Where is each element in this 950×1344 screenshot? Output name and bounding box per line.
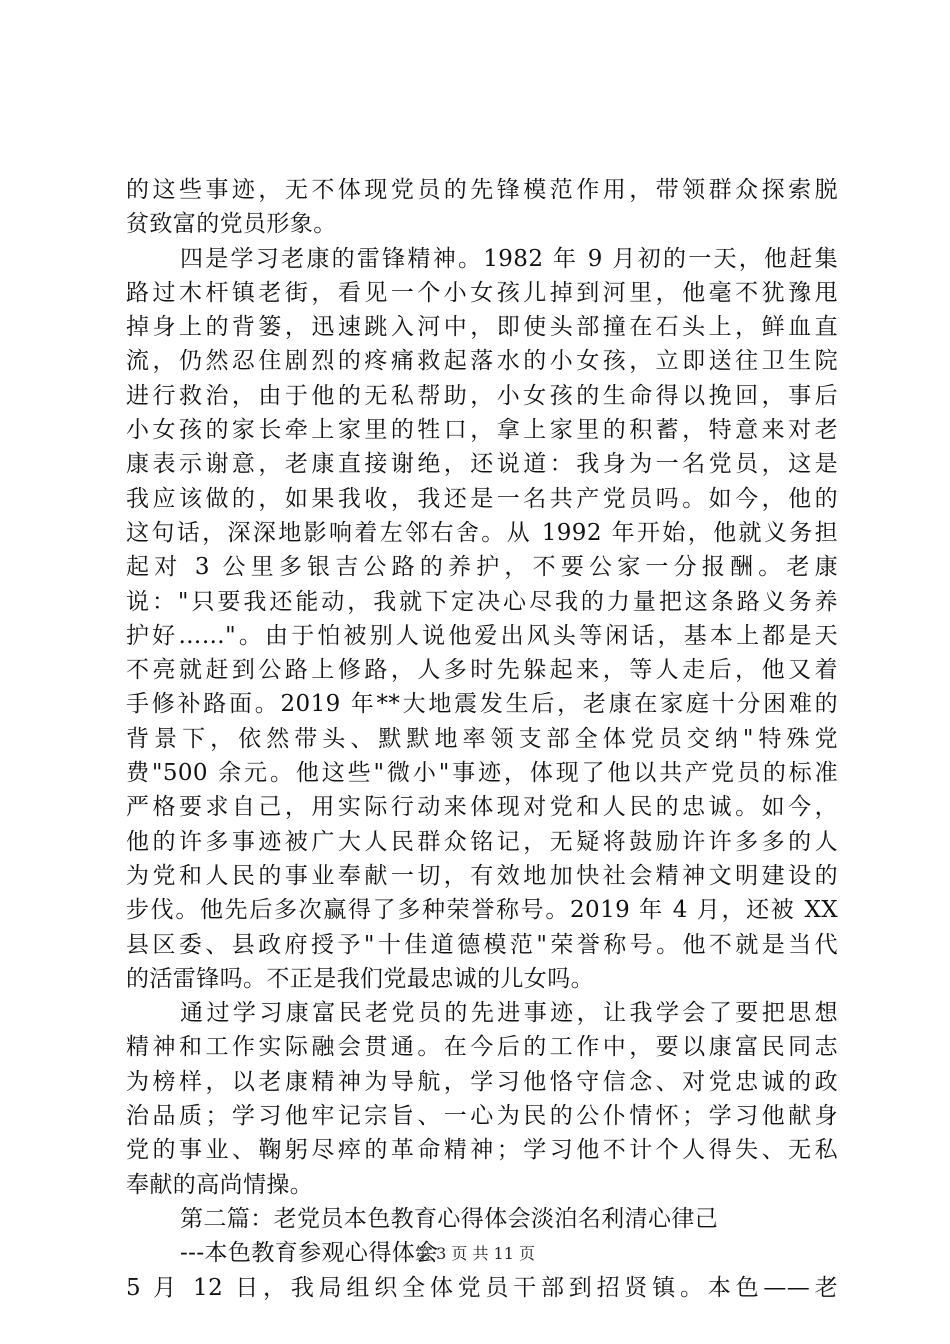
paragraph-line: 说："只要我还能动，我就下定决心尽我的力量把这条路义务养 — [126, 588, 838, 615]
document-body — [126, 173, 838, 1305]
paragraph-line: 精神和工作实际融会贯通。在今后的工作中，要以康富民同志 — [126, 1034, 838, 1061]
paragraph-line: 通过学习康富民老党员的先进事迹，让我学会了要把思想 — [180, 1000, 838, 1027]
paragraph-line: 手修补路面。2019 年**大地震发生后，老康在家庭十分困难的 — [126, 691, 838, 718]
paragraph-line: 不亮就赶到公路上修路，人多时先躲起来，等人走后，他又着 — [126, 657, 838, 684]
paragraph-line: 四是学习老康的雷锋精神。1982 年 9 月初的一天，他赶集 — [180, 245, 838, 272]
section-heading: 第二篇：老党员本色教育心得体会淡泊名利清心律己 — [180, 1205, 719, 1232]
paragraph-line: 县区委、县政府授予"十佳道德模范"荣誉称号。他不就是当代 — [126, 931, 838, 958]
paragraph-line: 他的许多事迹被广大人民群众铭记，无疑将鼓励许许多多的人 — [126, 828, 838, 855]
paragraph-line: 的这些事迹，无不体现党员的先锋模范作用，带领群众探索脱 — [126, 177, 838, 203]
paragraph-line: 掉身上的背篓，迅速跳入河中，即使头部撞在石头上，鲜血直 — [126, 314, 838, 341]
paragraph-line: 为党和人民的事业奉献一切，有效地加快社会精神文明建设的 — [126, 862, 838, 889]
page-footer: 第 3 页 共 11 页 — [415, 1244, 535, 1263]
paragraph-line: 康表示谢意，老康直接谢绝，还说道：我身为一名党员，这是 — [126, 451, 838, 478]
paragraph-line: 小女孩的家长牵上家里的牲口，拿上家里的积蓄，特意来对老 — [126, 417, 838, 444]
paragraph-line: 步伐。他先后多次赢得了多种荣誉称号。2019 年 4 月，还被 XX — [126, 897, 838, 924]
paragraph-line: 背景下，依然带头、默默地率领支部全体党员交纳"特殊党 — [126, 725, 838, 752]
paragraph-line: 这句话，深深地影响着左邻右舍。从 1992 年开始，他就义务担 — [126, 519, 838, 546]
paragraph-line: 治品质；学习他牢记宗旨、一心为民的公仆情怀；学习他献身 — [126, 1103, 838, 1130]
paragraph-line: 奉献的高尚情操。 — [126, 1171, 314, 1198]
paragraph-line: 贫致富的党员形象。 — [126, 211, 337, 238]
paragraph-line: 的活雷锋吗。不正是我们党最忠诚的儿女吗。 — [126, 965, 594, 992]
paragraph-line: 我应该做的，如果我收，我还是一名共产党员吗。如今，他的 — [126, 485, 838, 512]
paragraph-line: 起对 3 公里多银吉公路的养护，不要公家一分报酬。老康 — [126, 554, 838, 581]
paragraph-line: 护好……"。由于怕被别人说他爱出风头等闲话，基本上都是天 — [126, 622, 838, 649]
paragraph-line: 流，仍然忍住剧烈的疼痛救起落水的小女孩，立即送往卫生院 — [126, 348, 838, 375]
paragraph-line: 党的事业、鞠躬尽瘁的革命精神；学习他不计个人得失、无私 — [126, 1137, 838, 1164]
paragraph-line: 5 月 12 日，我局组织全体党员干部到招贤镇。本色——老 — [126, 1274, 838, 1301]
section-subheading: ---本色教育参观心得体会 — [180, 1240, 439, 1267]
paragraph-line: 为榜样，以老康精神为导航，学习他恪守信念、对党忠诚的政 — [126, 1068, 838, 1095]
paragraph-line: 费"500 余元。他这些"微小"事迹，体现了他以共产党员的标准 — [126, 760, 838, 787]
paragraph-line: 路过木杆镇老街，看见一个小女孩儿掉到河里，他毫不犹豫甩 — [126, 279, 838, 306]
paragraph-line: 严格要求自己，用实际行动来体现对党和人民的忠诚。如今， — [126, 794, 838, 821]
paragraph-line: 进行救治，由于他的无私帮助，小女孩的生命得以挽回，事后 — [126, 382, 838, 409]
